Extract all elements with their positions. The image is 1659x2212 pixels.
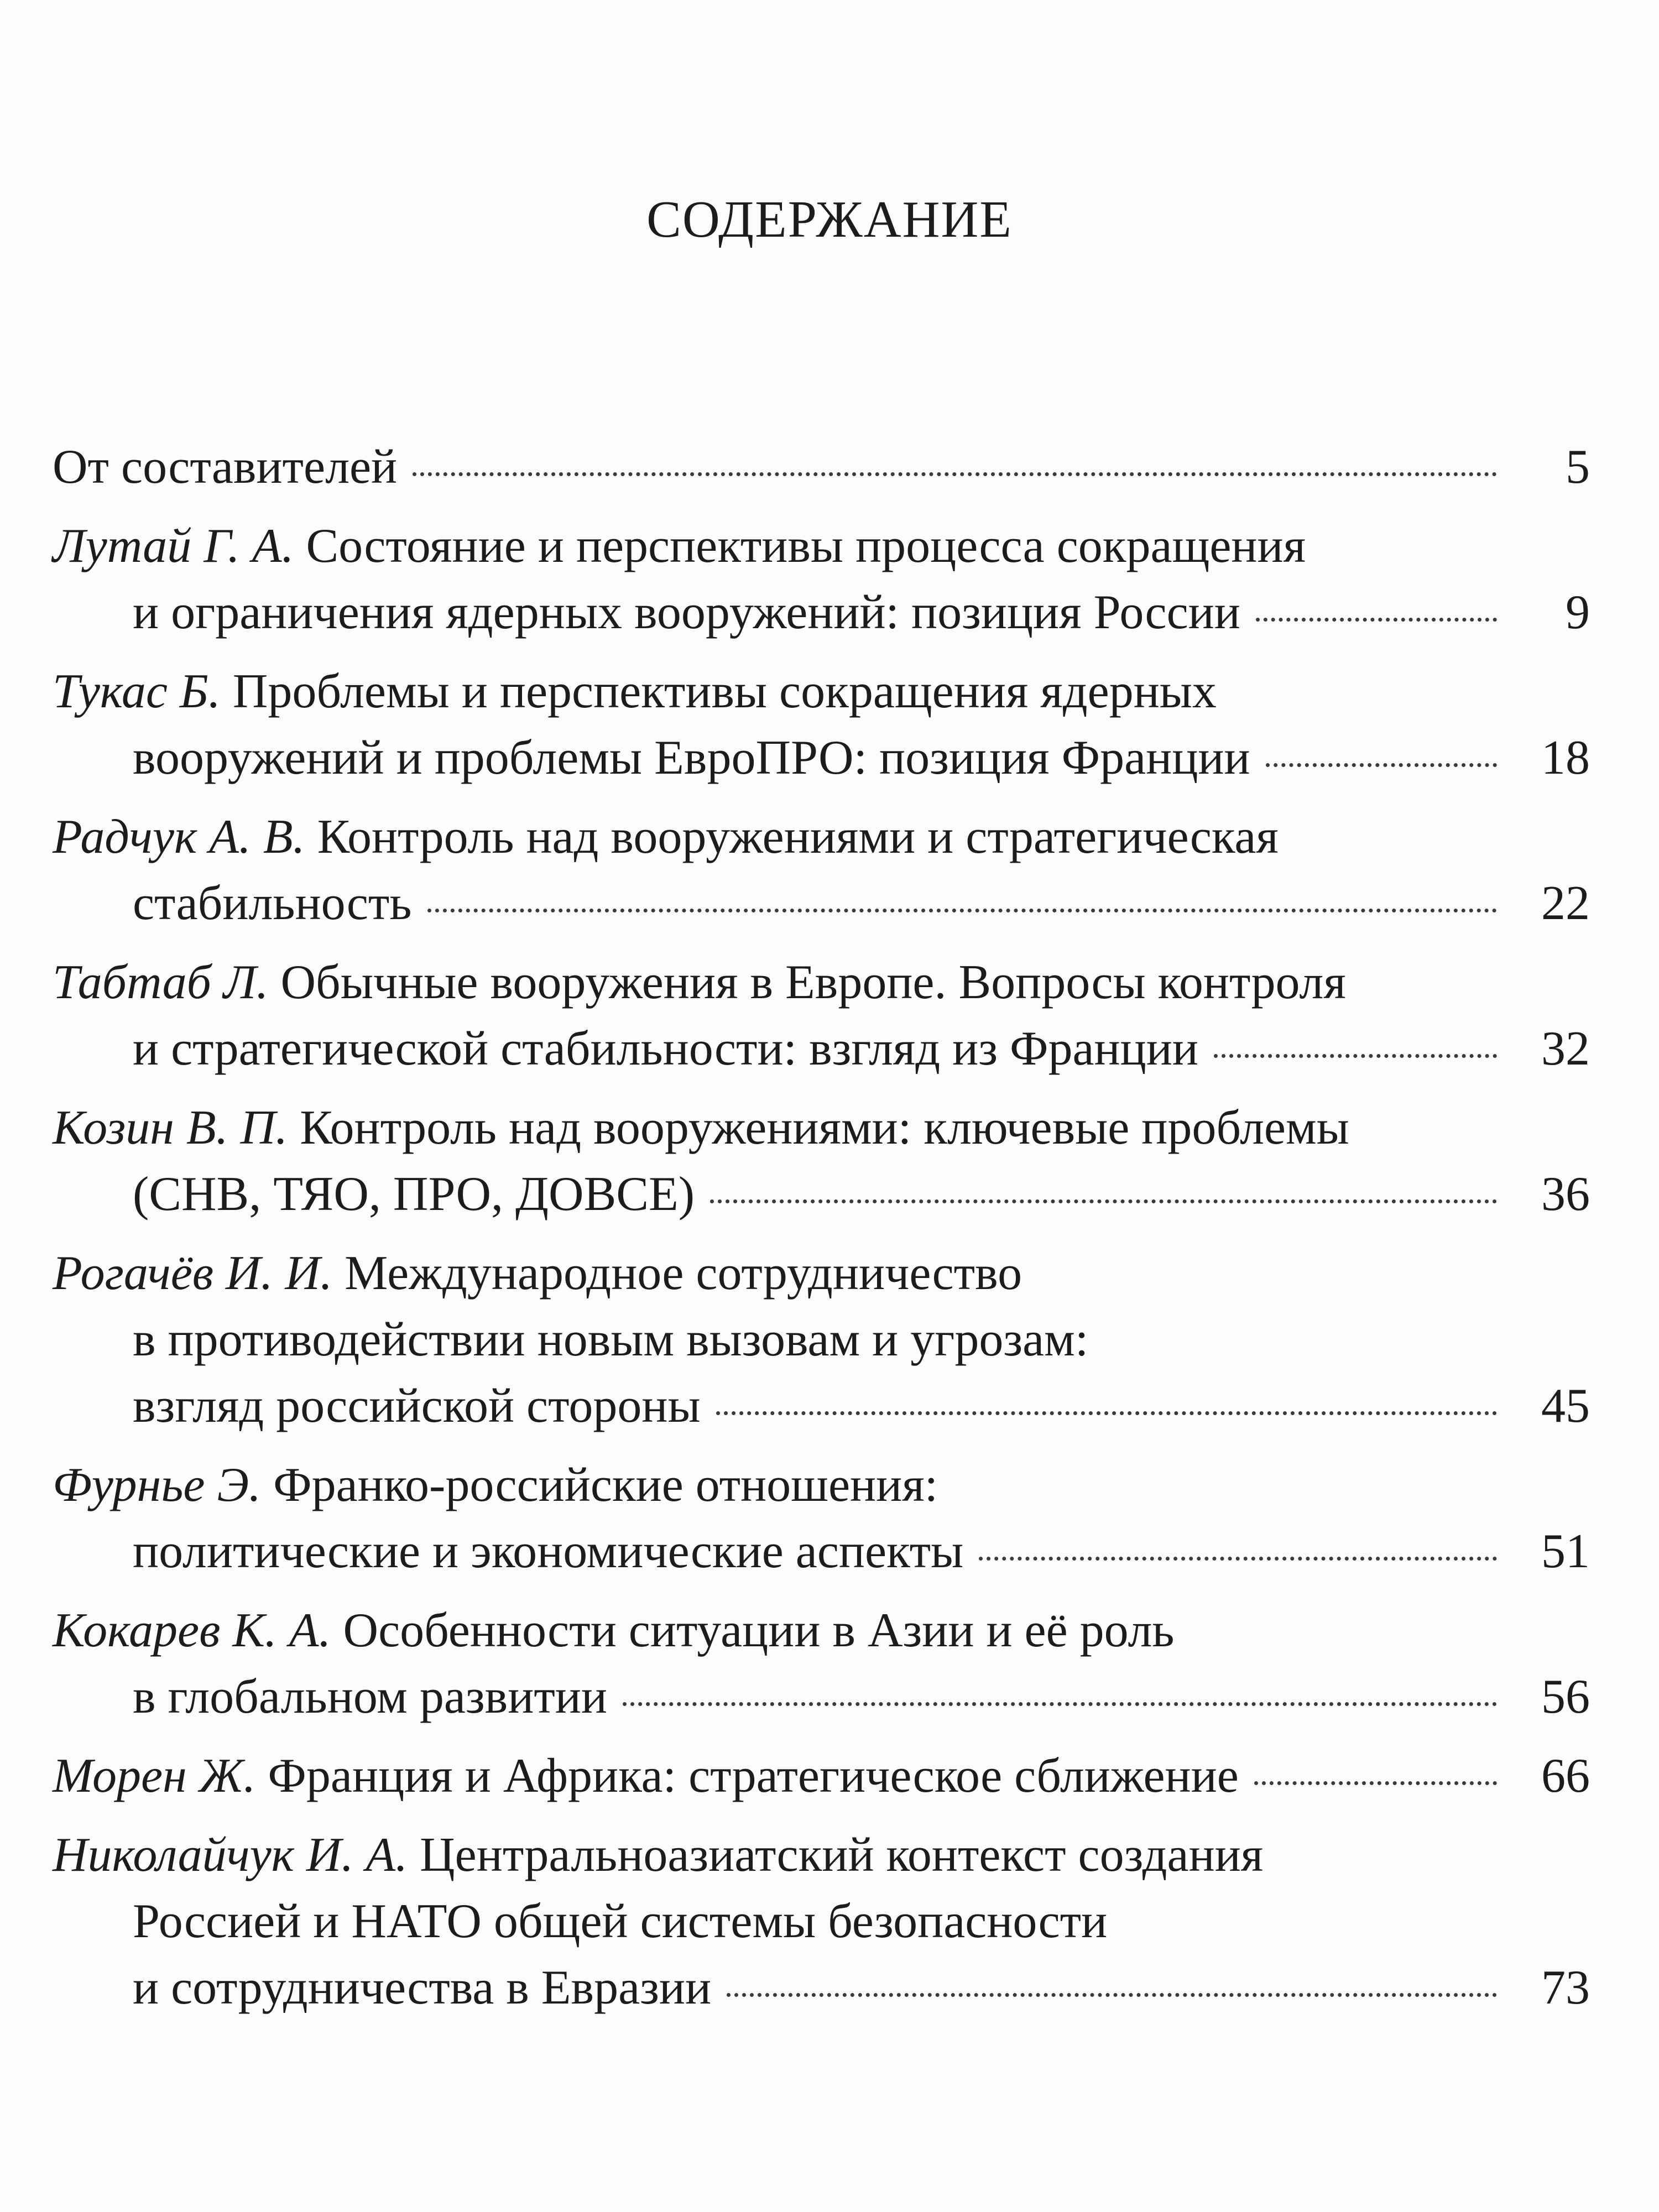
entry-title-text: и сотрудничества в Евразии [133, 1961, 712, 2015]
toc-entry-line [53, 434, 1590, 500]
entry-author: Николайчук И. А. [53, 1828, 408, 1882]
dot-leader [1214, 1054, 1497, 1058]
toc-entry [53, 1240, 1590, 1439]
entry-title-text: Франко-российские отношения: [273, 1458, 938, 1512]
entry-page-number: 36 [1541, 1167, 1590, 1221]
entry-title-text: политические и экономические аспекты [133, 1525, 964, 1578]
toc-entry [53, 950, 1590, 1082]
entry-author: Радчук А. В. [53, 810, 305, 864]
entry-author: Морен Ж. [53, 1749, 256, 1803]
entry-title-text: От составителей [53, 440, 398, 494]
entry-title-text: Обычные вооружения в Европе. Вопросы контроля [280, 956, 1346, 1009]
entry-title-text: Состояние и перспективы процесса сокращения [306, 519, 1306, 573]
toc-entry-line [53, 1161, 1590, 1228]
entry-title-text: в глобальном развитии [133, 1670, 607, 1724]
toc-entry [53, 804, 1590, 937]
toc-entry-line [53, 659, 1590, 725]
dot-leader [1254, 1781, 1497, 1785]
dot-leader [1266, 763, 1497, 767]
entry-author: Фурнье Э. [53, 1458, 262, 1512]
toc-entry [53, 434, 1590, 500]
toc-entry-line [53, 1955, 1590, 2021]
entry-page-number: 66 [1541, 1749, 1590, 1803]
entry-page-number: 73 [1541, 1961, 1590, 2015]
entry-title-text: Контроль над вооружениями: ключевые проблемы [300, 1101, 1349, 1155]
entry-title-text: Особенности ситуации в Азии и её роль [343, 1604, 1175, 1657]
dot-leader [710, 1199, 1497, 1203]
dot-leader [623, 1702, 1497, 1706]
entry-author: Тукас Б. [53, 665, 221, 718]
toc-entry [53, 659, 1590, 791]
toc-entry [53, 1598, 1590, 1730]
toc-entry-line [53, 870, 1590, 937]
entry-title-text: Франция и Африка: стратегическое сближение [268, 1749, 1239, 1803]
dot-leader [716, 1411, 1497, 1415]
entry-author: Кокарев К. А. [53, 1604, 331, 1657]
toc-entry-line [53, 1822, 1590, 1888]
entry-title-text: Международное сотрудничество [345, 1246, 1022, 1300]
dot-leader [979, 1557, 1497, 1561]
entry-title-text: и ограничения ядерных вооружений: позиция России [133, 586, 1240, 639]
entry-page-number: 56 [1541, 1670, 1590, 1724]
entry-title-text: взгляд российской стороны [133, 1379, 701, 1433]
toc-entry-line [53, 1095, 1590, 1161]
page-title: СОДЕРЖАНИЕ [646, 191, 1013, 248]
dot-leader [413, 472, 1497, 476]
entry-page-number: 5 [1566, 440, 1590, 494]
dot-leader [727, 1993, 1497, 1997]
toc-entry-line [53, 1598, 1590, 1664]
toc-entry [53, 1452, 1590, 1585]
dot-leader [1256, 618, 1497, 622]
toc-entry-line [53, 1664, 1590, 1730]
entry-page-number: 22 [1541, 877, 1590, 930]
entry-title-text: Центральноазиатский контекст создания [420, 1828, 1264, 1882]
entry-author: Рогачёв И. И. [53, 1246, 333, 1300]
toc-entry-line [53, 725, 1590, 791]
entry-title-text: вооружений и проблемы ЕвроПРО: позиция Франции [133, 731, 1250, 785]
toc-entry [53, 1095, 1590, 1228]
dot-leader [427, 909, 1498, 912]
entry-page-number: 45 [1541, 1379, 1590, 1433]
entry-page-number: 32 [1541, 1022, 1590, 1076]
toc-entry [53, 1743, 1590, 1809]
toc-entry-line [53, 1307, 1590, 1373]
toc-entry-line [53, 1373, 1590, 1439]
table-of-contents [53, 434, 1590, 2034]
entry-title-text: в противодействии новым вызовам и угрозам: [133, 1313, 1089, 1366]
toc-entry-line [53, 1888, 1590, 1955]
entry-title-text: Контроль над вооружениями и стратегическая [317, 810, 1279, 864]
toc-entry [53, 513, 1590, 646]
entry-page-number: 9 [1566, 586, 1590, 639]
entry-title-text: и стратегической стабильности: взгляд из Франции [133, 1022, 1198, 1076]
toc-entry-line [53, 1240, 1590, 1307]
entry-title-text: Россией и НАТО общей системы безопасности [133, 1895, 1108, 1948]
entry-author: Козин В. П. [53, 1101, 288, 1155]
entry-title-text: (СНВ, ТЯО, ПРО, ДОВСЕ) [133, 1167, 695, 1221]
entry-page-number: 51 [1541, 1525, 1590, 1578]
toc-entry-line [53, 1016, 1590, 1082]
toc-entry-line [53, 1519, 1590, 1585]
toc-entry-line [53, 513, 1590, 580]
entry-author: Табтаб Л. [53, 956, 269, 1009]
toc-entry-line [53, 804, 1590, 870]
toc-entry-line [53, 1743, 1590, 1809]
toc-entry [53, 1822, 1590, 2021]
entry-author: Лутай Г. А. [53, 519, 294, 573]
toc-entry-line [53, 950, 1590, 1016]
toc-entry-line [53, 580, 1590, 646]
toc-entry-line [53, 1452, 1590, 1519]
entry-title-text: стабильность [133, 877, 412, 930]
entry-title-text: Проблемы и перспективы сокращения ядерных [232, 665, 1217, 718]
entry-page-number: 18 [1541, 731, 1590, 785]
